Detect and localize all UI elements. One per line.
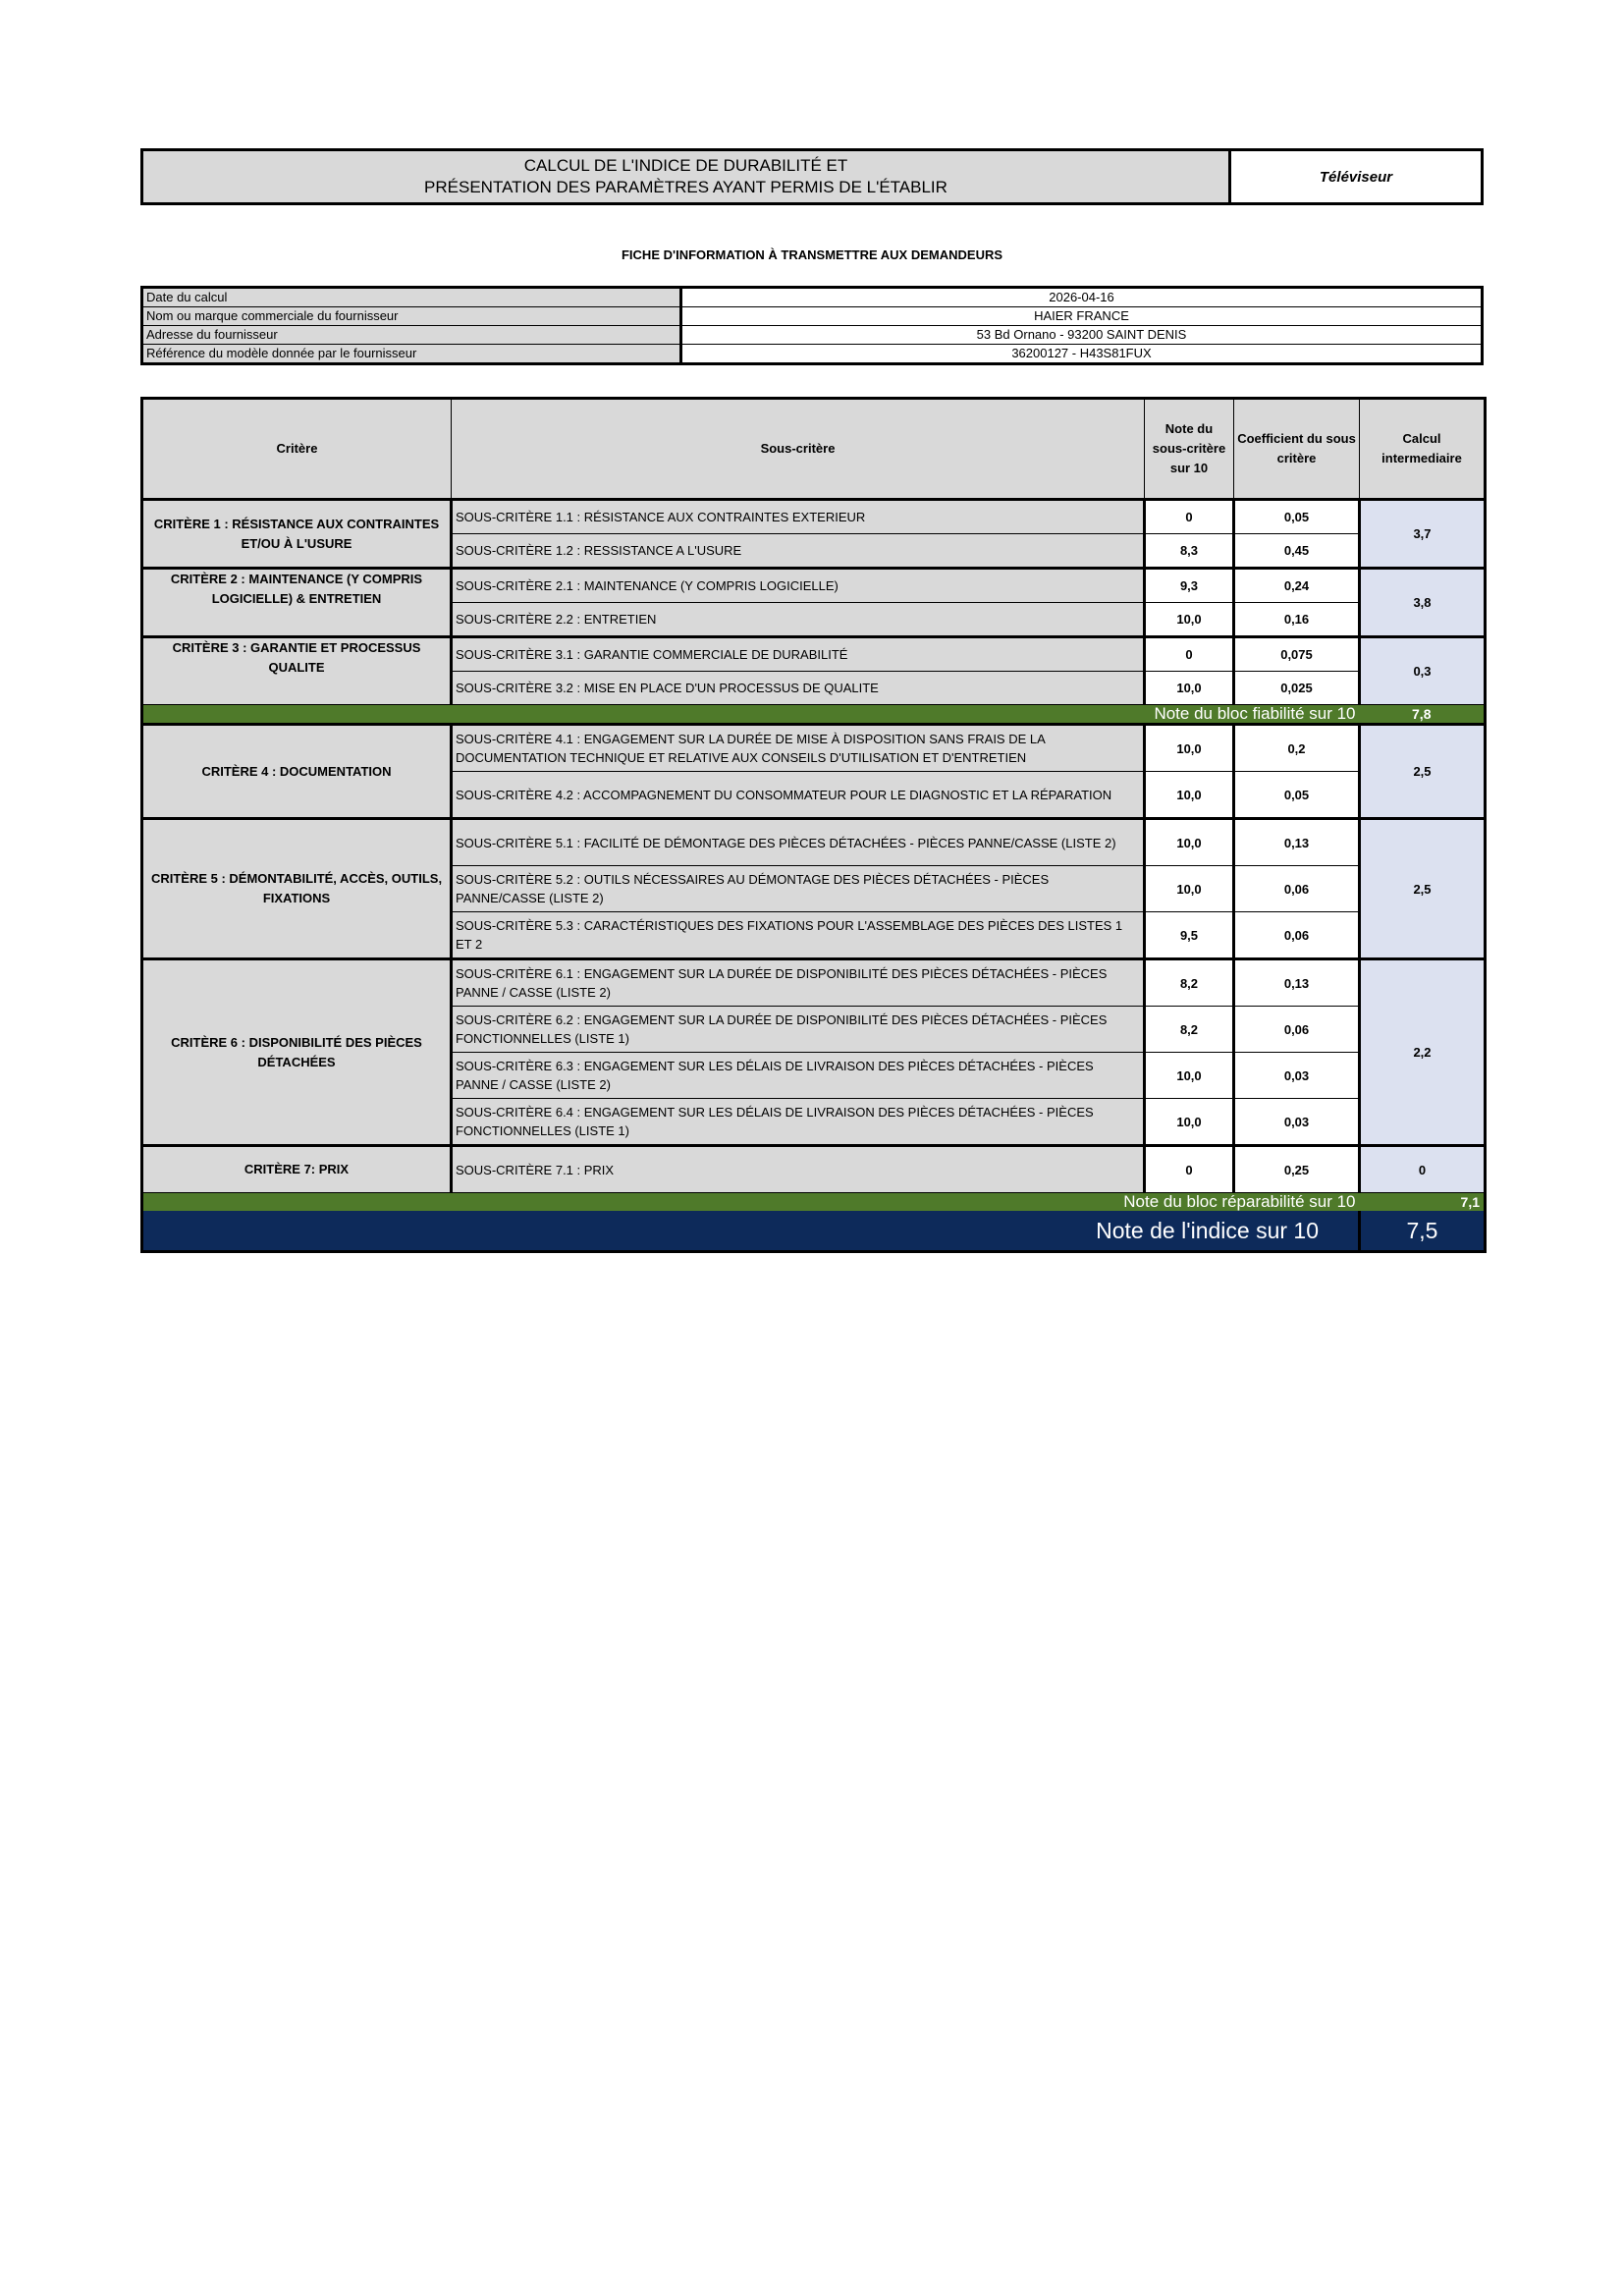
coef-1-1: 0,05 (1234, 500, 1360, 534)
bloc-fiabilite-value: 7,8 (1360, 705, 1486, 725)
table-row (142, 1146, 1486, 1193)
sous-critere-4-1: SOUS-CRITÈRE 4.1 : ENGAGEMENT SUR LA DURÉE DE MISE À DISPOSITION SANS FRAIS DE LA DOCUMENTATION TECHNIQUE ET RELATIVE AUX CONSEILS D'UTILISATION ET D'ENTRETIEN (452, 725, 1145, 772)
final-score-value: 7,5 (1360, 1211, 1486, 1252)
sous-critere-3-2: SOUS-CRITÈRE 3.2 : MISE EN PLACE D'UN PROCESSUS DE QUALITE (452, 672, 1145, 705)
sous-critere-2-1: SOUS-CRITÈRE 2.1 : MAINTENANCE (Y COMPRIS LOGICIELLE) (452, 569, 1145, 603)
critere-7-label: CRITÈRE 7: PRIX (142, 1146, 452, 1193)
sous-critere-6-1: SOUS-CRITÈRE 6.1 : ENGAGEMENT SUR LA DURÉE DE DISPONIBILITÉ DES PIÈCES DÉTACHÉES - PIÈCES PANNE / CASSE (LISTE 2) (452, 959, 1145, 1007)
calc-critere-3: 0,3 (1360, 637, 1486, 705)
supplier-info-table (140, 286, 1484, 365)
reference-label: Référence du modèle donnée par le fournisseur (142, 345, 681, 364)
sous-critere-1-1: SOUS-CRITÈRE 1.1 : RÉSISTANCE AUX CONTRAINTES EXTERIEUR (452, 500, 1145, 534)
note-6-2: 8,2 (1145, 1007, 1234, 1053)
table-row (142, 725, 1486, 772)
durability-index-table (140, 397, 1487, 1253)
info-row-address (142, 326, 1483, 345)
note-7-1: 0 (1145, 1146, 1234, 1193)
title-line-2: PRÉSENTATION DES PARAMÈTRES AYANT PERMIS DE L'ÉTABLIR (424, 178, 947, 196)
coef-3-1: 0,075 (1234, 637, 1360, 672)
note-6-1: 8,2 (1145, 959, 1234, 1007)
critere-1-label: CRITÈRE 1 : RÉSISTANCE AUX CONTRAINTES ET/OU À L'USURE (142, 500, 452, 569)
date-value: 2026-04-16 (681, 288, 1483, 307)
document-title (143, 151, 1231, 202)
coef-3-2: 0,025 (1234, 672, 1360, 705)
note-4-2: 10,0 (1145, 772, 1234, 819)
note-2-1: 9,3 (1145, 569, 1234, 603)
sous-critere-6-2: SOUS-CRITÈRE 6.2 : ENGAGEMENT SUR LA DURÉE DE DISPONIBILITÉ DES PIÈCES DÉTACHÉES - PIÈCES FONCTIONNELLES (LISTE 1) (452, 1007, 1145, 1053)
note-4-1: 10,0 (1145, 725, 1234, 772)
document-header (140, 148, 1484, 205)
address-value: 53 Bd Ornano - 93200 SAINT DENIS (681, 326, 1483, 345)
fiche-title: FICHE D'INFORMATION À TRANSMETTRE AUX DEMANDEURS (621, 247, 1003, 262)
table-row (142, 569, 1486, 603)
table-row (142, 637, 1486, 672)
sous-critere-3-1: SOUS-CRITÈRE 3.1 : GARANTIE COMMERCIALE DE DURABILITÉ (452, 637, 1145, 672)
bloc-reparabilite-row (142, 1193, 1486, 1212)
coef-2-1: 0,24 (1234, 569, 1360, 603)
critere-6-label: CRITÈRE 6 : DISPONIBILITÉ DES PIÈCES DÉTACHÉES (142, 959, 452, 1146)
coef-5-1: 0,13 (1234, 819, 1360, 866)
calc-critere-6: 2,2 (1360, 959, 1486, 1146)
title-line-1: CALCUL DE L'INDICE DE DURABILITÉ ET (523, 156, 848, 175)
bloc-reparabilite-label: Note du bloc réparabilité sur 10 (142, 1193, 1360, 1212)
calc-critere-2: 3,8 (1360, 569, 1486, 637)
brand-value: HAIER FRANCE (681, 307, 1483, 326)
info-row-brand (142, 307, 1483, 326)
coef-4-1: 0,2 (1234, 725, 1360, 772)
date-label: Date du calcul (142, 288, 681, 307)
note-1-2: 8,3 (1145, 534, 1234, 569)
table-row (142, 959, 1486, 1007)
col-header-critere: Critère (142, 399, 452, 500)
product-type: Téléviseur (1319, 168, 1393, 186)
brand-label: Nom ou marque commerciale du fournisseur (142, 307, 681, 326)
info-row-reference (142, 345, 1483, 364)
table-row (142, 819, 1486, 866)
note-6-4: 10,0 (1145, 1099, 1234, 1146)
coef-6-4: 0,03 (1234, 1099, 1360, 1146)
coef-4-2: 0,05 (1234, 772, 1360, 819)
note-2-2: 10,0 (1145, 603, 1234, 637)
calc-critere-1: 3,7 (1360, 500, 1486, 569)
col-header-note: Note du sous-critère sur 10 (1145, 399, 1234, 500)
note-3-1: 0 (1145, 637, 1234, 672)
col-header-sous-critere: Sous-critère (452, 399, 1145, 500)
reference-value: 36200127 - H43S81FUX (681, 345, 1483, 364)
coef-1-2: 0,45 (1234, 534, 1360, 569)
coef-6-1: 0,13 (1234, 959, 1360, 1007)
sous-critere-5-1: SOUS-CRITÈRE 5.1 : FACILITÉ DE DÉMONTAGE DES PIÈCES DÉTACHÉES - PIÈCES PANNE/CASSE (LISTE 2) (452, 819, 1145, 866)
critere-5-label: CRITÈRE 5 : DÉMONTABILITÉ, ACCÈS, OUTILS, FIXATIONS (142, 819, 452, 959)
note-3-2: 10,0 (1145, 672, 1234, 705)
calc-critere-5: 2,5 (1360, 819, 1486, 959)
coef-6-2: 0,06 (1234, 1007, 1360, 1053)
coef-5-2: 0,06 (1234, 866, 1360, 912)
note-1-1: 0 (1145, 500, 1234, 534)
final-score-row (142, 1211, 1486, 1252)
coef-2-2: 0,16 (1234, 603, 1360, 637)
sous-critere-4-2: SOUS-CRITÈRE 4.2 : ACCOMPAGNEMENT DU CONSOMMATEUR POUR LE DIAGNOSTIC ET LA RÉPARATION (452, 772, 1145, 819)
table-header-row (142, 399, 1486, 500)
coef-5-3: 0,06 (1234, 912, 1360, 959)
critere-4-label: CRITÈRE 4 : DOCUMENTATION (142, 725, 452, 819)
calc-critere-7: 0 (1360, 1146, 1486, 1193)
info-row-date (142, 288, 1483, 307)
address-label: Adresse du fournisseur (142, 326, 681, 345)
coef-7-1: 0,25 (1234, 1146, 1360, 1193)
final-score-label: Note de l'indice sur 10 (142, 1211, 1360, 1252)
sous-critere-1-2: SOUS-CRITÈRE 1.2 : RESSISTANCE A L'USURE (452, 534, 1145, 569)
coef-6-3: 0,03 (1234, 1053, 1360, 1099)
sous-critere-6-4: SOUS-CRITÈRE 6.4 : ENGAGEMENT SUR LES DÉLAIS DE LIVRAISON DES PIÈCES DÉTACHÉES - PIÈCES FONCTIONNELLES (LISTE 1) (452, 1099, 1145, 1146)
critere-3-label: CRITÈRE 3 : GARANTIE ET PROCESSUS QUALITE (142, 637, 452, 705)
note-5-1: 10,0 (1145, 819, 1234, 866)
col-header-calc: Calcul intermediaire (1360, 399, 1486, 500)
bloc-reparabilite-value: 7,1 (1360, 1193, 1486, 1212)
note-5-2: 10,0 (1145, 866, 1234, 912)
bloc-fiabilite-label: Note du bloc fiabilité sur 10 (142, 705, 1360, 725)
note-5-3: 9,5 (1145, 912, 1234, 959)
sous-critere-7-1: SOUS-CRITÈRE 7.1 : PRIX (452, 1146, 1145, 1193)
sous-critere-5-3: SOUS-CRITÈRE 5.3 : CARACTÉRISTIQUES DES FIXATIONS POUR L'ASSEMBLAGE DES PIÈCES DES LISTES 1 ET 2 (452, 912, 1145, 959)
sous-critere-2-2: SOUS-CRITÈRE 2.2 : ENTRETIEN (452, 603, 1145, 637)
col-header-coef: Coefficient du sous critère (1234, 399, 1360, 500)
table-row (142, 500, 1486, 534)
sous-critere-6-3: SOUS-CRITÈRE 6.3 : ENGAGEMENT SUR LES DÉLAIS DE LIVRAISON DES PIÈCES DÉTACHÉES - PIÈCES PANNE / CASSE (LISTE 2) (452, 1053, 1145, 1099)
sous-critere-5-2: SOUS-CRITÈRE 5.2 : OUTILS NÉCESSAIRES AU DÉMONTAGE DES PIÈCES DÉTACHÉES - PIÈCES PANNE/CASSE (LISTE 2) (452, 866, 1145, 912)
note-6-3: 10,0 (1145, 1053, 1234, 1099)
critere-2-label: CRITÈRE 2 : MAINTENANCE (Y COMPRIS LOGICIELLE) & ENTRETIEN (142, 569, 452, 637)
calc-critere-4: 2,5 (1360, 725, 1486, 819)
bloc-fiabilite-row (142, 705, 1486, 725)
